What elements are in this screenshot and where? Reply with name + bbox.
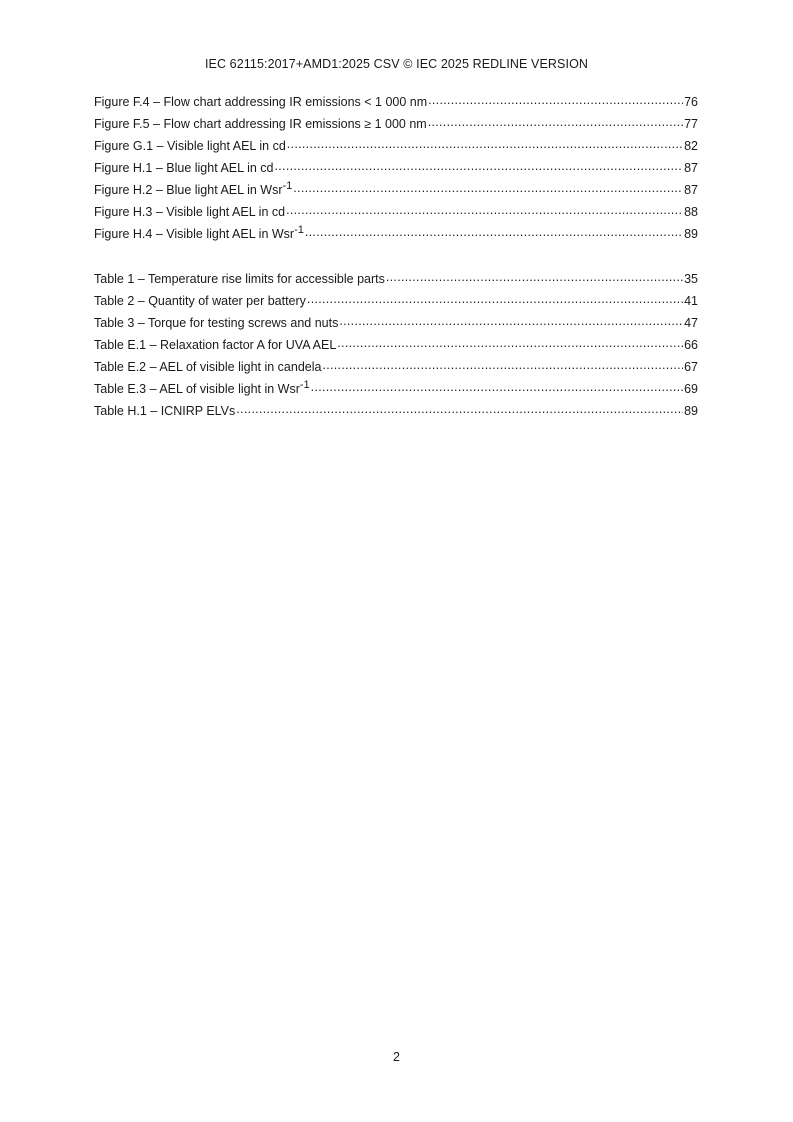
toc-entry-table[interactable] (94, 315, 698, 337)
toc-dot-leader (428, 94, 683, 106)
toc-entry-page: 87 (684, 183, 698, 197)
toc-entry-title: Table 2 – Quantity of water per battery (94, 294, 306, 308)
toc-entry-page: 89 (684, 227, 698, 241)
page-number: 2 (393, 1050, 400, 1064)
toc-dot-leader (293, 182, 683, 194)
toc-entry-title: Figure F.5 – Flow chart addressing IR emissions ≥ 1 000 nm (94, 117, 427, 131)
toc-dot-leader (305, 226, 683, 238)
toc-dot-leader (386, 271, 683, 283)
toc-entry-title: Figure H.4 – Visible light AEL in Wsr$^{-1}$ (94, 224, 304, 241)
toc-entry-title: Figure F.4 – Flow chart addressing IR emissions < 1 000 nm (94, 95, 428, 109)
toc-entry-table[interactable] (94, 337, 698, 359)
toc-entry-figure[interactable] (94, 226, 698, 248)
toc-entry-title: Figure G.1 – Visible light AEL in cd (94, 139, 286, 153)
toc-entry-page: 82 (684, 139, 698, 153)
toc-dot-leader (428, 116, 683, 128)
toc-entry-page: 77 (684, 117, 698, 131)
toc-entry-title: Table E.3 – AEL of visible light in Wsr$^{-1}$ (94, 379, 310, 396)
toc-entry-title: Table 3 – Torque for testing screws and nuts (94, 316, 339, 330)
toc-entry-page: 89 (684, 404, 698, 418)
toc-entry-table[interactable] (94, 359, 698, 381)
toc-entry-page: 35 (684, 272, 698, 286)
toc-entry-page: 76 (684, 95, 698, 109)
toc-entry-page: 47 (684, 316, 698, 330)
toc-entry-figure[interactable] (94, 182, 698, 204)
toc-entry-title: Table H.1 – ICNIRP ELVs (94, 404, 236, 418)
toc-dot-leader (275, 160, 684, 172)
toc-dot-leader (337, 337, 683, 349)
toc-entry-table[interactable] (94, 293, 698, 315)
toc-entry-title: Table E.1 – Relaxation factor A for UVA AEL (94, 338, 337, 352)
toc-dot-leader (287, 138, 683, 150)
toc-entry-page: 69 (684, 382, 698, 396)
list-of-figures (94, 94, 698, 248)
toc-entry-title: Table 1 – Temperature rise limits for accessible parts (94, 272, 385, 286)
toc-entry-title: Figure H.3 – Visible light AEL in cd (94, 205, 286, 219)
toc-entry-figure[interactable] (94, 204, 698, 226)
toc-dot-leader (339, 315, 683, 327)
toc-entry-figure[interactable] (94, 116, 698, 138)
toc-entry-page: 88 (684, 205, 698, 219)
toc-entry-page: 41 (684, 294, 698, 308)
toc-entry-table[interactable] (94, 271, 698, 293)
toc-entry-page: 67 (684, 360, 698, 374)
toc-dot-leader (286, 204, 683, 216)
toc-dot-leader (307, 293, 683, 305)
toc-entry-page: 66 (684, 338, 698, 352)
toc-entry-figure[interactable] (94, 94, 698, 116)
toc-dot-leader (322, 359, 683, 371)
toc-entry-title: Figure H.2 – Blue light AEL in Wsr$^{-1}$ (94, 180, 293, 197)
page-header: IEC 62115:2017+AMD1:2025 CSV © IEC 2025 REDLINE VERSION (204, 57, 589, 71)
toc-entry-page: 87 (684, 161, 698, 175)
toc-entry-figure[interactable] (94, 138, 698, 160)
toc-entry-figure[interactable] (94, 160, 698, 182)
toc-entry-table[interactable] (94, 381, 698, 403)
toc-dot-leader (311, 381, 683, 393)
toc-entry-title: Table E.2 – AEL of visible light in candela (94, 360, 322, 374)
toc-entry-title: Figure H.1 – Blue light AEL in cd (94, 161, 274, 175)
toc-entry-table[interactable] (94, 403, 698, 425)
list-of-tables (94, 271, 698, 425)
toc-dot-leader (236, 403, 683, 415)
